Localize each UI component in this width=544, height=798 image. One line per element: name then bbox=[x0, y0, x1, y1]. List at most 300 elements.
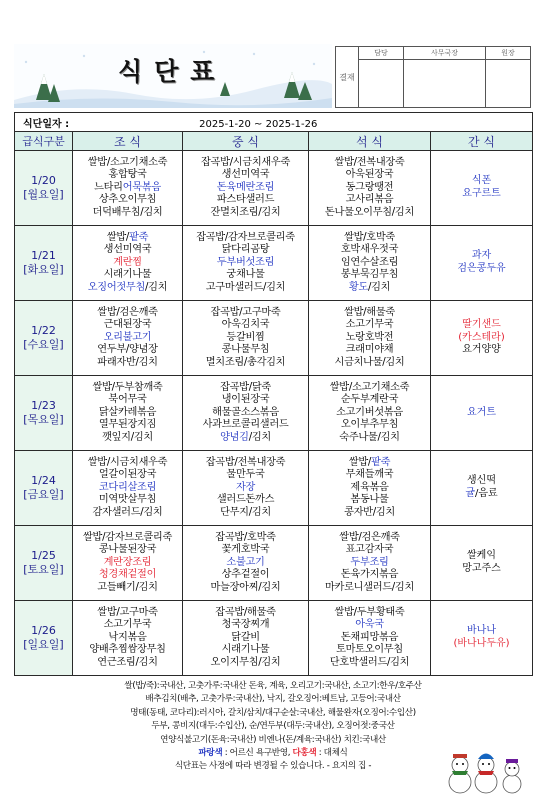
menu-item-text: 쌀밥/두부참깨죽 bbox=[92, 381, 163, 393]
day-date: 1/25 bbox=[31, 549, 56, 562]
menu-item bbox=[73, 532, 182, 545]
day-date: 1/24 bbox=[31, 474, 56, 487]
menu-item bbox=[309, 157, 430, 170]
menu-item bbox=[183, 282, 308, 295]
menu-item-text: 닭다리곰탕 bbox=[221, 244, 270, 256]
menu-item-text: 더덕배무침/김치 bbox=[92, 206, 163, 218]
menu-item-text: 쌀밥/소고기채소죽 bbox=[329, 381, 410, 393]
menu-item-text: 콩나물된장국 bbox=[98, 544, 157, 556]
menu-item bbox=[309, 469, 430, 482]
menu-item bbox=[183, 432, 308, 445]
menu-item-text: 노랑호박전 bbox=[345, 331, 394, 343]
approval-sign-secretary[interactable] bbox=[404, 60, 486, 108]
menu-item-text: 물만두국 bbox=[226, 469, 265, 481]
menu-item-preference: 요거트 bbox=[467, 406, 496, 418]
menu-item bbox=[309, 607, 430, 620]
menu-item-text: 잡곡밥/닭죽 bbox=[220, 381, 271, 393]
menu-item-text: 시래기나물 bbox=[221, 644, 270, 656]
menu-item bbox=[73, 257, 182, 270]
menu-item-preference: 요구르트 bbox=[462, 188, 501, 199]
menu-item-text: 얼갈이된장국 bbox=[98, 469, 157, 481]
menu-item bbox=[183, 332, 308, 345]
menu-item-text: 소고기버섯볶음 bbox=[336, 406, 403, 418]
menu-item-text: 상추겉절이 bbox=[221, 569, 270, 581]
date-range: 2025-1-20 ~ 2025-1-26 bbox=[199, 118, 318, 130]
menu-item-text: 숙주나물/김치 bbox=[339, 431, 400, 443]
column-header-snack: 간 식 bbox=[431, 132, 533, 151]
menu-item-text: 토마토오이무침 bbox=[336, 644, 403, 656]
lunch-cell bbox=[183, 451, 309, 526]
menu-item bbox=[183, 569, 308, 582]
menu-item-text: 생선미역국 bbox=[103, 244, 152, 256]
day-label bbox=[15, 601, 73, 676]
column-header-lunch: 중 식 bbox=[183, 132, 309, 151]
menu-item bbox=[73, 232, 182, 245]
menu-item bbox=[73, 507, 182, 520]
day-row bbox=[15, 151, 533, 226]
column-header-breakfast: 조 식 bbox=[73, 132, 183, 151]
menu-item-text: 잔멸치조림/김치 bbox=[210, 206, 281, 218]
menu-item-text: 망고주스 bbox=[462, 563, 501, 574]
menu-item-text: 잡곡밥/고구마죽 bbox=[210, 306, 281, 318]
menu-item-text: 해물골소스볶음 bbox=[212, 406, 279, 418]
menu-item-text: 오이지무침/김치 bbox=[210, 656, 281, 668]
menu-item bbox=[183, 382, 308, 395]
menu-item bbox=[431, 550, 532, 563]
menu-item-text: 쌀밥/호박죽 bbox=[344, 231, 395, 243]
origin-line: 두부, 콩비지(대두:수입산), 순/연두부(대두:국내산), 오징어젓:중국산 bbox=[151, 721, 395, 732]
menu-item-text: 생신떡 bbox=[467, 475, 496, 487]
date-range-row bbox=[15, 113, 533, 132]
menu-item-preference: 귤 bbox=[465, 488, 475, 499]
menu-item-text: 깻잎지/김치 bbox=[102, 431, 153, 443]
menu-item bbox=[183, 319, 308, 332]
legend-red-word: 다홍색 bbox=[292, 748, 317, 759]
menu-item-text: 단호박샐러드/김치 bbox=[329, 656, 410, 668]
page-title: 식단표 bbox=[118, 57, 227, 86]
menu-item-text: /김치 bbox=[145, 281, 168, 293]
menu-item-preference: 오징어젓무침 bbox=[87, 281, 146, 293]
menu-item bbox=[431, 319, 532, 332]
menu-item bbox=[73, 457, 182, 470]
menu-item bbox=[431, 263, 532, 276]
day-label bbox=[15, 226, 73, 301]
menu-item bbox=[183, 532, 308, 545]
menu-item bbox=[73, 307, 182, 320]
day-date: 1/21 bbox=[31, 249, 56, 262]
menu-item-text: 호박새우젓국 bbox=[340, 244, 399, 256]
menu-item bbox=[431, 488, 532, 501]
menu-item bbox=[309, 357, 430, 370]
origin-line: 명태(동태, 코다리):러시아, 갈치/삼치/대구순살:국내산, 해물완자(오징어:수입산) bbox=[130, 707, 416, 718]
menu-item bbox=[73, 544, 182, 557]
day-weekday: [금요일] bbox=[23, 488, 64, 501]
menu-item-text: 쌀밥/두부황태죽 bbox=[334, 606, 405, 618]
menu-item bbox=[73, 494, 182, 507]
menu-item bbox=[309, 207, 430, 220]
menu-item-text: 아욱김치국 bbox=[221, 319, 270, 331]
menu-item-preference: 팥죽 bbox=[371, 456, 391, 468]
menu-item bbox=[431, 250, 532, 263]
menu-item bbox=[73, 482, 182, 495]
menu-item-text: 감자샐러드/김치 bbox=[92, 506, 163, 518]
menu-item bbox=[73, 157, 182, 170]
menu-item bbox=[183, 344, 308, 357]
menu-item-text: 궁채나물 bbox=[226, 269, 265, 281]
menu-item bbox=[309, 619, 430, 632]
menu-item bbox=[431, 563, 532, 576]
breakfast-cell bbox=[73, 301, 183, 376]
breakfast-cell bbox=[73, 451, 183, 526]
menu-item-preference: 어묵볶음 bbox=[122, 181, 161, 193]
menu-item-text: 잡곡밥/감자브로콜리죽 bbox=[196, 231, 295, 243]
menu-item bbox=[183, 419, 308, 432]
menu-item-preference: 소불고기 bbox=[226, 556, 265, 568]
menu-item bbox=[73, 332, 182, 345]
column-header-category: 급식구분 bbox=[15, 132, 73, 151]
menu-item bbox=[309, 657, 430, 670]
menu-item-text: 멸치조림/총각김치 bbox=[205, 356, 286, 368]
origin-line: 쌀(밥/죽):국내산, 고춧가루:국내산 돈육, 계육, 오리고기:국내산, 소고기:한우/호주산 bbox=[124, 681, 422, 691]
menu-item bbox=[73, 657, 182, 670]
column-header-dinner: 석 식 bbox=[309, 132, 431, 151]
menu-item-text: 동그랑땡전 bbox=[345, 181, 394, 193]
menu-item-preference: 자장 bbox=[235, 481, 256, 493]
menu-item bbox=[431, 344, 532, 357]
menu-item-text: 잡곡밥/해물죽 bbox=[215, 606, 276, 618]
lunch-cell bbox=[183, 526, 309, 601]
days-body bbox=[15, 151, 533, 676]
dinner-cell bbox=[309, 526, 431, 601]
menu-item-preference: 아욱국 bbox=[355, 619, 384, 631]
menu-item bbox=[73, 194, 182, 207]
menu-item bbox=[309, 582, 430, 595]
menu-item bbox=[73, 557, 182, 570]
day-weekday: [화요일] bbox=[23, 263, 64, 276]
menu-item bbox=[183, 557, 308, 570]
menu-item-text: 오이부추무침 bbox=[340, 419, 399, 431]
menu-item-text: 청국장찌개 bbox=[221, 619, 270, 631]
menu-item bbox=[309, 507, 430, 520]
menu-item bbox=[183, 582, 308, 595]
menu-item bbox=[183, 632, 308, 645]
menu-item-preference: 검은콩두유 bbox=[457, 263, 506, 274]
menu-item bbox=[309, 269, 430, 282]
menu-item bbox=[73, 419, 182, 432]
menu-item-substitute: (카스테라) bbox=[458, 331, 505, 343]
menu-item bbox=[309, 182, 430, 195]
menu-item-text: 쌀밥/소고기채소죽 bbox=[87, 156, 168, 168]
menu-item-text: 쌀밥/시금치새우죽 bbox=[87, 456, 168, 468]
menu-item bbox=[309, 332, 430, 345]
menu-item bbox=[73, 394, 182, 407]
date-label: 식단일자 : bbox=[23, 118, 70, 130]
day-weekday: [일요일] bbox=[23, 638, 64, 651]
breakfast-cell bbox=[73, 601, 183, 676]
menu-item bbox=[431, 475, 532, 488]
footer-note: 식단표는 사정에 따라 변경될 수 있습니다. - 요지의 집 - bbox=[174, 761, 372, 772]
menu-item-text: 고들빼기/김치 bbox=[97, 581, 158, 593]
menu-item-text: 단무지/김치 bbox=[220, 506, 271, 518]
menu-item bbox=[183, 657, 308, 670]
menu-item bbox=[431, 175, 532, 188]
menu-item-text: 잡곡밥/전복내장죽 bbox=[205, 456, 286, 468]
menu-item-preference: 바나나 bbox=[467, 625, 496, 637]
snack-cell bbox=[431, 526, 533, 601]
day-row bbox=[15, 376, 533, 451]
menu-item-text: 미역맛살무침 bbox=[98, 494, 157, 506]
menu-item-text: 쌀밥/검은깨죽 bbox=[97, 306, 158, 318]
menu-item-text: 콩자반/김치 bbox=[344, 506, 395, 518]
menu-item bbox=[309, 432, 430, 445]
legend-blue-word: 파랑색 bbox=[198, 748, 223, 759]
menu-item-text: 무채들깨국 bbox=[345, 469, 394, 481]
day-row bbox=[15, 301, 533, 376]
menu-item-text: 낙지볶음 bbox=[108, 631, 147, 643]
day-row bbox=[15, 451, 533, 526]
menu-item-text: 홍합탕국 bbox=[108, 169, 147, 181]
menu-item-text: 돈나물오이무침/김치 bbox=[324, 206, 414, 218]
menu-item bbox=[73, 244, 182, 257]
menu-item-text: 임연수살조림 bbox=[340, 256, 399, 268]
menu-item-text: 봉부묵김무침 bbox=[340, 269, 399, 281]
menu-item bbox=[309, 632, 430, 645]
menu-item bbox=[183, 457, 308, 470]
menu-item bbox=[309, 382, 430, 395]
breakfast-cell bbox=[73, 526, 183, 601]
approval-role-secretary: 사무국장 bbox=[404, 47, 486, 60]
snack-cell bbox=[431, 226, 533, 301]
menu-item-text: 잡곡밥/시금치새우죽 bbox=[200, 156, 290, 168]
dinner-cell bbox=[309, 301, 431, 376]
menu-item-preference: 코다리살조림 bbox=[98, 481, 157, 493]
day-weekday: [월요일] bbox=[23, 188, 64, 201]
menu-item-preference: 식폰 bbox=[471, 175, 492, 187]
day-date: 1/20 bbox=[31, 174, 56, 187]
menu-item bbox=[183, 257, 308, 270]
menu-item-text: 마카로니샐러드/김치 bbox=[324, 581, 414, 593]
menu-item-preference: 돈육메란조림 bbox=[216, 181, 275, 193]
menu-item-text: 쌀밥/전복내장죽 bbox=[334, 156, 405, 168]
approval-sign-director[interactable] bbox=[485, 60, 530, 108]
day-label bbox=[15, 151, 73, 226]
menu-item bbox=[431, 625, 532, 638]
menu-item bbox=[183, 544, 308, 557]
menu-item-text: 근대된장국 bbox=[103, 319, 152, 331]
menu-item-text: 연근조림/김치 bbox=[97, 656, 158, 668]
menu-item-text: 순두부계란국 bbox=[340, 394, 399, 406]
menu-item-text: 북어무국 bbox=[108, 394, 147, 406]
menu-item bbox=[309, 557, 430, 570]
menu-item bbox=[309, 169, 430, 182]
menu-item-text: 쌀밥/ bbox=[348, 456, 372, 468]
menu-item bbox=[73, 607, 182, 620]
breakfast-cell bbox=[73, 151, 183, 226]
menu-item bbox=[309, 232, 430, 245]
menu-item-text: 고구마샐러드/김치 bbox=[205, 281, 286, 293]
lunch-cell bbox=[183, 226, 309, 301]
origin-line: 연양식불고기(돈육:국내산) 비엔나(돈/계육:국내산) 치킨:국내산 bbox=[160, 734, 386, 745]
menu-item bbox=[431, 638, 532, 651]
menu-item-preference: 두부조림 bbox=[350, 556, 389, 568]
menu-item bbox=[183, 182, 308, 195]
menu-item-text: 고사리볶음 bbox=[345, 194, 394, 206]
dinner-cell bbox=[309, 226, 431, 301]
day-label bbox=[15, 301, 73, 376]
menu-item bbox=[183, 244, 308, 257]
menu-item-text: 쌀밥/고구마죽 bbox=[97, 606, 158, 618]
day-date: 1/22 bbox=[31, 324, 56, 337]
menu-item-text: 닭살카레볶음 bbox=[98, 406, 157, 418]
menu-item-preference: 과자 bbox=[471, 250, 492, 262]
snack-cell bbox=[431, 601, 533, 676]
menu-item-text: 생선미역국 bbox=[221, 169, 270, 181]
meal-table bbox=[14, 112, 533, 676]
menu-item bbox=[73, 569, 182, 582]
menu-item-substitute: 청경채겉절이 bbox=[98, 569, 157, 581]
day-weekday: [토요일] bbox=[23, 563, 64, 576]
menu-item bbox=[183, 157, 308, 170]
menu-item bbox=[73, 407, 182, 420]
menu-item bbox=[309, 644, 430, 657]
lunch-cell bbox=[183, 151, 309, 226]
menu-item bbox=[309, 569, 430, 582]
menu-item-preference: 두부버섯조림 bbox=[216, 256, 275, 268]
menu-item bbox=[73, 582, 182, 595]
approval-role-director: 원장 bbox=[485, 47, 530, 60]
menu-item bbox=[73, 632, 182, 645]
menu-item-text: 열무된장지짐 bbox=[98, 419, 157, 431]
legend-red-text: : 대체식 bbox=[316, 748, 348, 759]
menu-item-text: 닭갈비 bbox=[231, 631, 260, 643]
menu-item-text: 돈육가지볶음 bbox=[340, 569, 399, 581]
menu-item bbox=[183, 507, 308, 520]
breakfast-cell bbox=[73, 226, 183, 301]
snack-cell bbox=[431, 301, 533, 376]
menu-item-text: 쌀케익 bbox=[467, 550, 496, 562]
menu-item-text: 돈채피망볶음 bbox=[340, 631, 399, 643]
menu-item-text: 크래미야채 bbox=[345, 344, 394, 356]
menu-item bbox=[309, 257, 430, 270]
menu-item-text: 시래기나물 bbox=[103, 269, 152, 281]
menu-item bbox=[73, 282, 182, 295]
menu-item bbox=[73, 182, 182, 195]
menu-item-text: 제육볶음 bbox=[350, 481, 389, 493]
menu-item-preference: 양념김 bbox=[220, 431, 249, 443]
approval-sign-staff[interactable] bbox=[359, 60, 404, 108]
menu-item-text: 표고감자국 bbox=[345, 544, 394, 556]
menu-item bbox=[183, 494, 308, 507]
menu-item bbox=[73, 269, 182, 282]
menu-item-text: /김치 bbox=[248, 431, 271, 443]
menu-item bbox=[183, 169, 308, 182]
menu-item bbox=[309, 544, 430, 557]
day-weekday: [목요일] bbox=[23, 413, 64, 426]
lunch-cell bbox=[183, 601, 309, 676]
menu-item-text: 봄동나물 bbox=[350, 494, 389, 506]
menu-item-text: 소고기무국 bbox=[345, 319, 394, 331]
menu-item bbox=[73, 469, 182, 482]
menu-item-text: 꽃게호박국 bbox=[221, 544, 270, 556]
menu-item-text: 샐러드돈까스 bbox=[216, 494, 275, 506]
menu-item-text: 쌀밥/감자브로콜리죽 bbox=[82, 531, 172, 543]
menu-item bbox=[73, 382, 182, 395]
legend-blue-text: : 어르신 욕구반영, bbox=[222, 748, 293, 759]
day-row bbox=[15, 226, 533, 301]
menu-item-preference: 팥죽 bbox=[129, 231, 149, 243]
approval-role-staff: 담당 bbox=[359, 47, 404, 60]
menu-item bbox=[309, 482, 430, 495]
menu-item bbox=[309, 194, 430, 207]
menu-item-text: 파스타샐러드 bbox=[216, 194, 275, 206]
menu-item bbox=[183, 407, 308, 420]
menu-item bbox=[183, 269, 308, 282]
menu-item-text: /김치 bbox=[367, 281, 391, 293]
menu-item-text: /음료 bbox=[474, 488, 498, 499]
menu-item bbox=[73, 357, 182, 370]
menu-item bbox=[309, 307, 430, 320]
approval-label: 결재 bbox=[336, 47, 359, 108]
menu-item-text: 쌀밥/해물죽 bbox=[344, 306, 395, 318]
menu-item bbox=[183, 469, 308, 482]
menu-item bbox=[309, 282, 430, 295]
dinner-cell bbox=[309, 376, 431, 451]
menu-item bbox=[183, 194, 308, 207]
menu-item bbox=[183, 644, 308, 657]
menu-item bbox=[183, 619, 308, 632]
menu-item-text: 연두부/양념장 bbox=[97, 344, 158, 356]
dinner-cell bbox=[309, 601, 431, 676]
menu-item bbox=[309, 344, 430, 357]
snack-cell bbox=[431, 376, 533, 451]
menu-item-substitute: 딸기샌드 bbox=[462, 319, 501, 331]
menu-item bbox=[431, 188, 532, 201]
menu-item-substitute: 계란찜 bbox=[113, 256, 142, 268]
menu-item bbox=[431, 407, 532, 420]
menu-item bbox=[309, 407, 430, 420]
day-row bbox=[15, 526, 533, 601]
menu-item-text: 요거양양 bbox=[462, 344, 501, 356]
snack-cell bbox=[431, 451, 533, 526]
menu-item bbox=[309, 532, 430, 545]
menu-item-text: 냉이된장국 bbox=[221, 394, 270, 406]
menu-item bbox=[183, 232, 308, 245]
menu-item bbox=[73, 169, 182, 182]
menu-item bbox=[309, 457, 430, 470]
menu-item-text: 등갈비찜 bbox=[226, 331, 265, 343]
menu-item bbox=[183, 207, 308, 220]
dinner-cell bbox=[309, 151, 431, 226]
day-weekday: [수요일] bbox=[23, 338, 64, 351]
menu-item-text: 쌀밥/검은깨죽 bbox=[339, 531, 400, 543]
menu-item-text: 마늘장아찌/김치 bbox=[210, 581, 281, 593]
menu-item-preference: 오리불고기 bbox=[103, 331, 152, 343]
menu-item-text: 콩나물무침 bbox=[221, 344, 270, 356]
origin-line: 배추김치(배추, 고춧가루:국내산), 낙지, 갈오징어:베트남, 고등어:국내산 bbox=[145, 694, 401, 705]
day-row bbox=[15, 601, 533, 676]
menu-item bbox=[309, 319, 430, 332]
lunch-cell bbox=[183, 301, 309, 376]
menu-item bbox=[183, 357, 308, 370]
menu-item-text: 아욱된장국 bbox=[345, 169, 394, 181]
dinner-cell bbox=[309, 451, 431, 526]
menu-item-substitute: 계란장조림 bbox=[103, 556, 152, 568]
menu-item bbox=[183, 394, 308, 407]
snack-cell bbox=[431, 151, 533, 226]
menu-item-text: 양배추찜쌈장무침 bbox=[89, 644, 166, 656]
menu-item bbox=[73, 207, 182, 220]
day-label bbox=[15, 526, 73, 601]
